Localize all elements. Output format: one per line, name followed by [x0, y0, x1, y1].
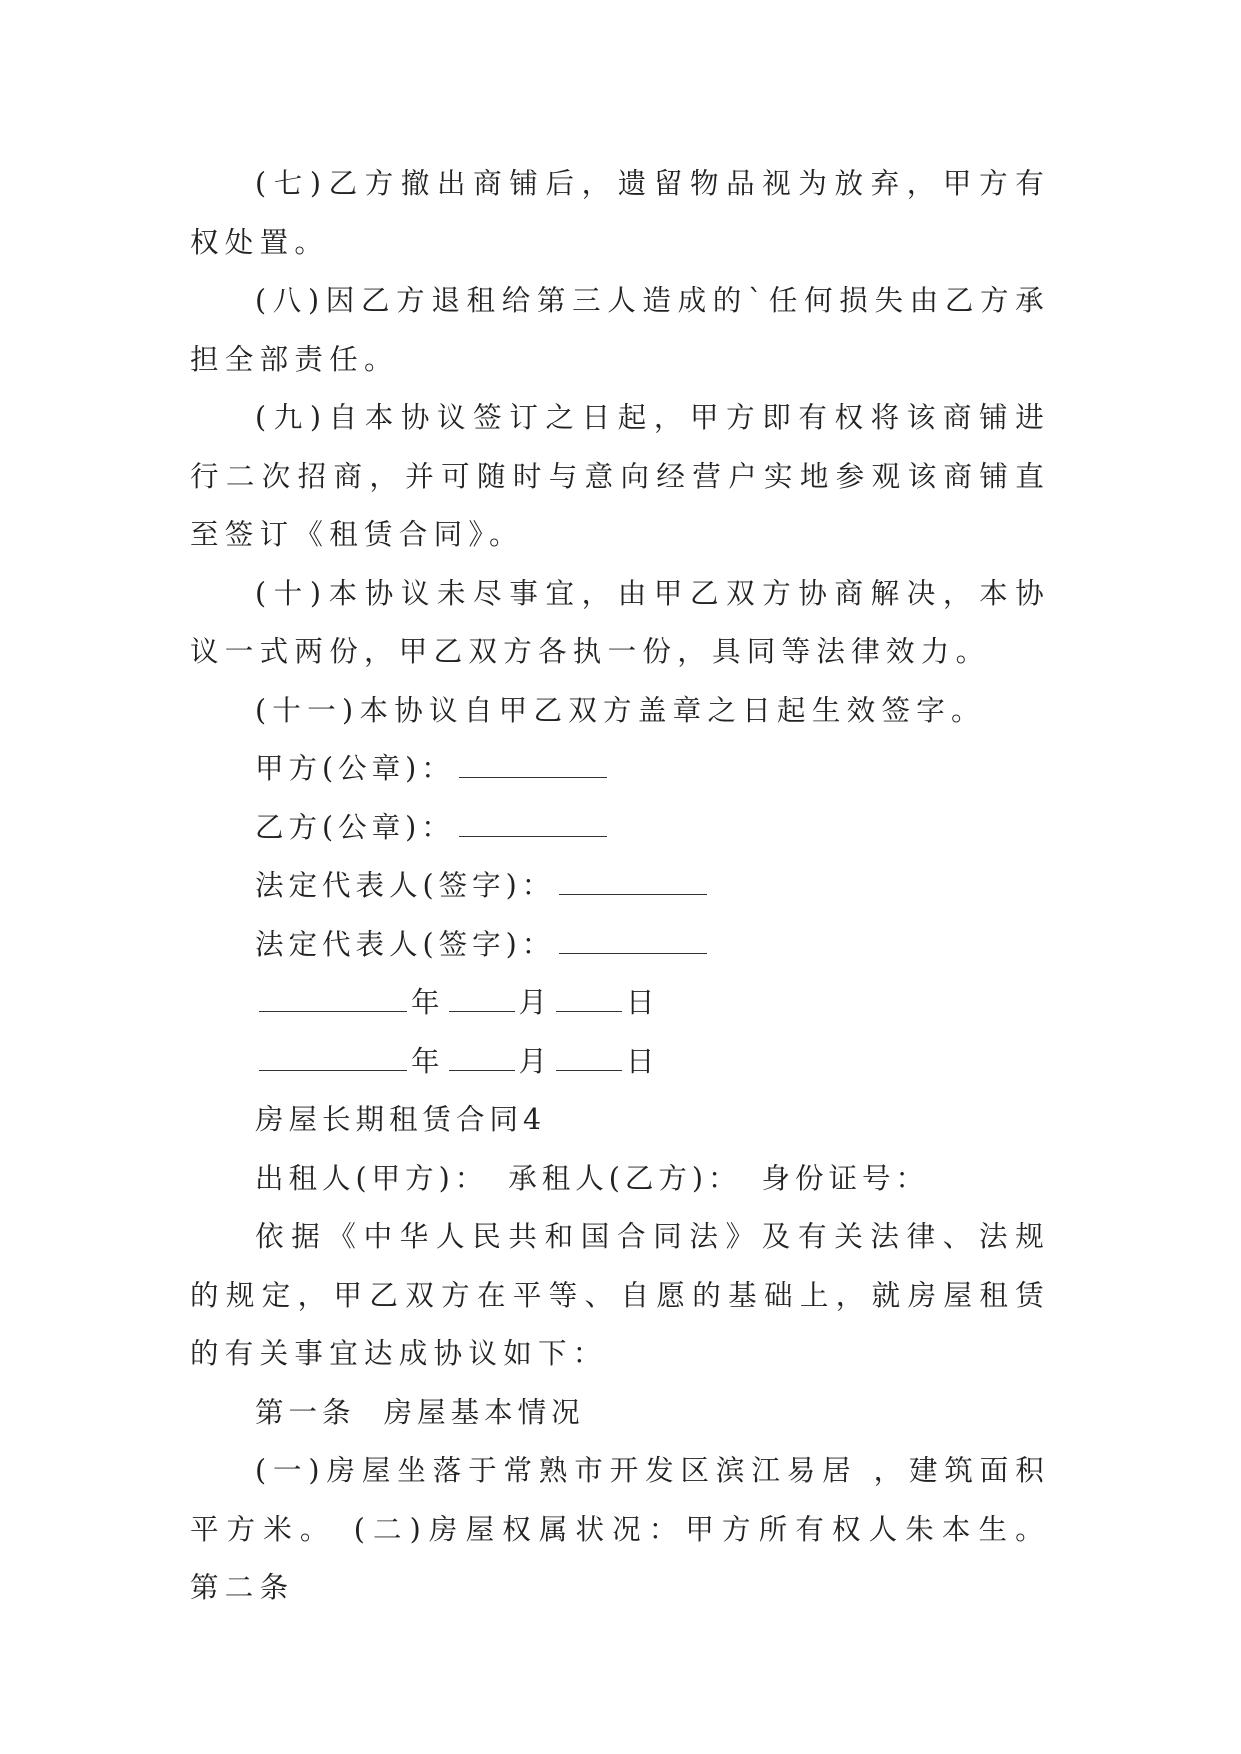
- clause-7: (七)乙方撤出商铺后，遗留物品视为放弃，甲方有权处置。: [190, 167, 1050, 259]
- party-a-seal-blank[interactable]: [459, 753, 607, 778]
- day-label-1: 日: [626, 986, 660, 1019]
- preamble: 依据《中华人民共和国合同法》及有关法律、法规的规定，甲乙双方在平等、自愿的基础上，就房屋租赁的有关事宜达成协议如下：: [190, 1220, 1050, 1370]
- month-blank-1[interactable]: [449, 987, 515, 1012]
- year-blank-1[interactable]: [259, 987, 407, 1012]
- day-blank-2[interactable]: [556, 1046, 622, 1071]
- lessor-label: 出租人(甲方)：: [255, 1161, 489, 1195]
- date-line-1: [190, 974, 1050, 1033]
- parties-line: [190, 1150, 1050, 1209]
- clause-8: (八)因乙方退租给第三人造成的`任何损失由乙方承担全部责任。: [190, 284, 1050, 376]
- clause-9: (九)自本协议签订之日起，甲方即有权将该商铺进行二次招商，并可随时与意向经营户实地参观该商铺直至签订《租赁合同》。: [190, 401, 1050, 551]
- article-1-body: (一)房屋坐落于常熟市开发区滨江易居 ，建筑面积 平方米。 (二)房屋权属状况：甲方所有权人朱本生。 第二条: [190, 1454, 1050, 1604]
- party-b-seal-label: 乙方(公章)：: [255, 810, 455, 844]
- day-label-2: 日: [626, 1044, 660, 1078]
- year-label-1: 年: [411, 986, 445, 1019]
- legal-rep-blank-1[interactable]: [559, 870, 707, 895]
- contract-title: 房屋长期租赁合同4: [255, 1103, 547, 1136]
- article-1-heading: 第一条 房屋基本情况: [255, 1395, 585, 1429]
- year-blank-2[interactable]: [259, 1046, 407, 1071]
- party-a-seal-label: 甲方(公章)：: [255, 752, 455, 785]
- legal-rep-line-2: [190, 916, 1050, 975]
- day-blank-1[interactable]: [556, 987, 622, 1012]
- party-b-seal-line: [190, 799, 1050, 858]
- legal-rep-blank-2[interactable]: [559, 929, 707, 954]
- document-body: [190, 155, 1050, 1618]
- date-line-2: [190, 1033, 1050, 1092]
- month-label-1: 月: [518, 986, 553, 1019]
- party-a-seal-line: [190, 740, 1050, 799]
- month-blank-2[interactable]: [449, 1046, 515, 1071]
- legal-rep-line-1: [190, 857, 1050, 916]
- clause-11: (十一)本协议自甲乙双方盖章之日起生效签字。: [255, 693, 986, 727]
- year-label-2: 年: [411, 1044, 445, 1078]
- month-label-2: 月: [518, 1044, 553, 1078]
- legal-rep-label-1: 法定代表人(签字)：: [255, 869, 556, 902]
- party-b-seal-blank[interactable]: [459, 812, 607, 837]
- lessee-label: 承租人(乙方)：: [508, 1161, 742, 1195]
- clause-10: (十)本协议未尽事宜，由甲乙双方协商解决，本协议一式两份，甲乙双方各执一份，具同等法律效力。: [190, 576, 1050, 668]
- legal-rep-label-2: 法定代表人(签字)：: [255, 927, 556, 961]
- id-number-label: 身份证号：: [761, 1161, 930, 1195]
